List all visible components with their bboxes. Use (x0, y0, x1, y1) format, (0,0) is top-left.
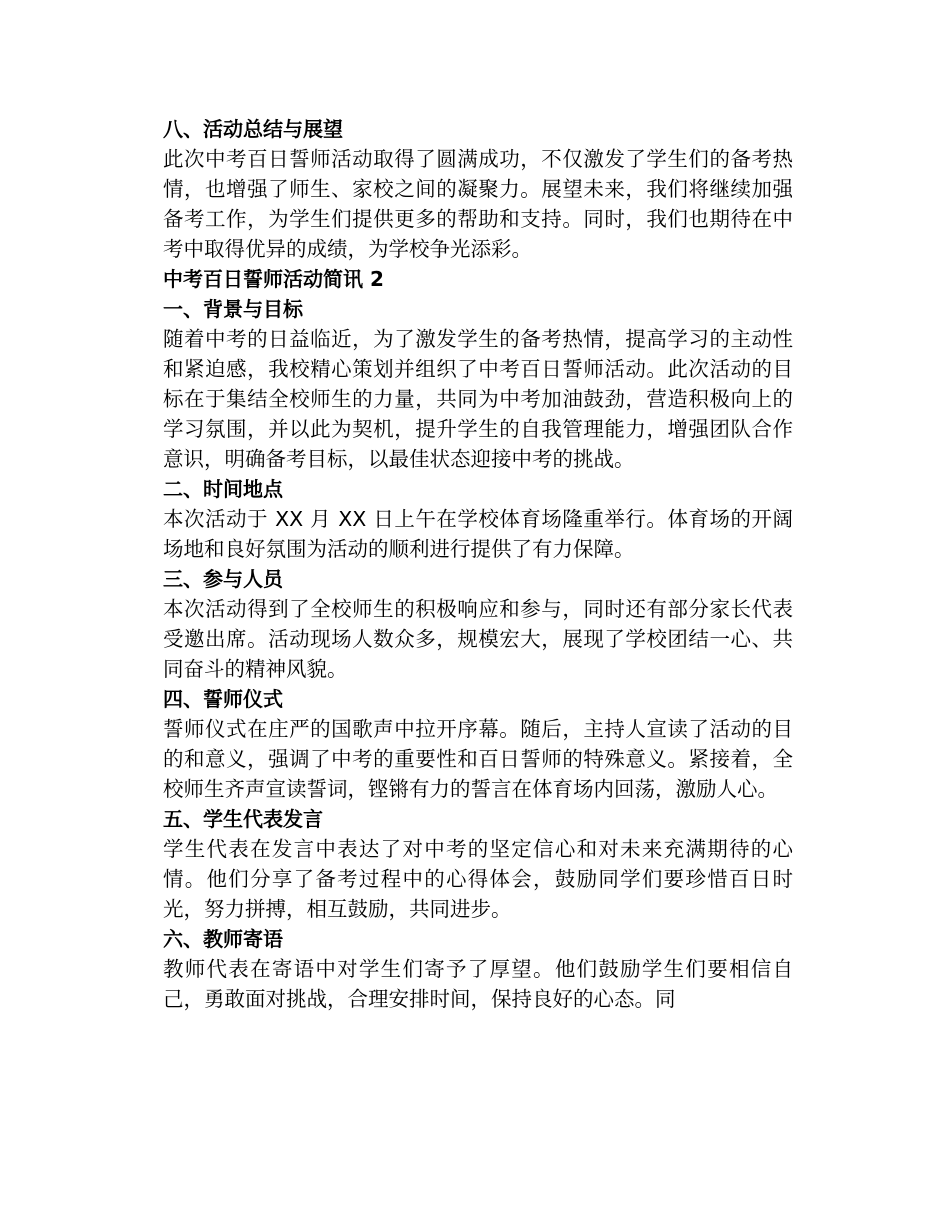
paragraph-background: 随着中考的日益临近，为了激发学生的备考热情，提高学习的主动性和紧迫感，我校精心策划并组织了中考百日誓师活动。此次活动的目标在于集结全校师生的力量，共同为中考加油鼓劲，营造积极向上的学习氛围，并以此为契机，提升学生的自我管理能力，增强团队合作意识，明确备考目标，以最佳状态迎接中考的挑战。 (163, 327, 793, 471)
paragraph-teacher-message: 教师代表在寄语中对学生们寄予了厚望。他们鼓励学生们要相信自己，勇敢面对挑战，合理安排时间，保持良好的心态。同 (163, 957, 793, 1011)
section-heading-background: 一、背景与目标 (163, 297, 303, 321)
document-title: 中考百日誓师活动简讯 2 (163, 267, 384, 291)
section-heading-teacher-message: 六、教师寄语 (163, 927, 283, 951)
section-heading-time-place: 二、时间地点 (163, 477, 283, 501)
document-body (163, 114, 793, 1014)
paragraph-time-place: 本次活动于 XX 月 XX 日上午在学校体育场隆重举行。体育场的开阔场地和良好氛围为活动的顺利进行提供了有力保障。 (163, 507, 793, 561)
paragraph-participants: 本次活动得到了全校师生的积极响应和参与，同时还有部分家长代表受邀出席。活动现场人数众多，规模宏大，展现了学校团结一心、共同奋斗的精神风貌。 (163, 597, 793, 681)
paragraph-student-speech: 学生代表在发言中表达了对中考的坚定信心和对未来充满期待的心情。他们分享了备考过程中的心得体会，鼓励同学们要珍惜百日时光，努力拼搏，相互鼓励，共同进步。 (163, 837, 793, 921)
section-heading-participants: 三、参与人员 (163, 567, 283, 591)
section-heading-ceremony: 四、誓师仪式 (163, 687, 283, 711)
section-heading-student-speech: 五、学生代表发言 (163, 807, 323, 831)
paragraph-summary: 此次中考百日誓师活动取得了圆满成功，不仅激发了学生们的备考热情，也增强了师生、家校之间的凝聚力。展望未来，我们将继续加强备考工作，为学生们提供更多的帮助和支持。同时，我们也期待在中考中取得优异的成绩，为学校争光添彩。 (163, 147, 793, 261)
paragraph-ceremony: 誓师仪式在庄严的国歌声中拉开序幕。随后，主持人宣读了活动的目的和意义，强调了中考的重要性和百日誓师的特殊意义。紧接着，全校师生齐声宣读誓词，铿锵有力的誓言在体育场内回荡，激励人心。 (163, 717, 793, 801)
section-heading-summary: 八、活动总结与展望 (163, 117, 343, 141)
